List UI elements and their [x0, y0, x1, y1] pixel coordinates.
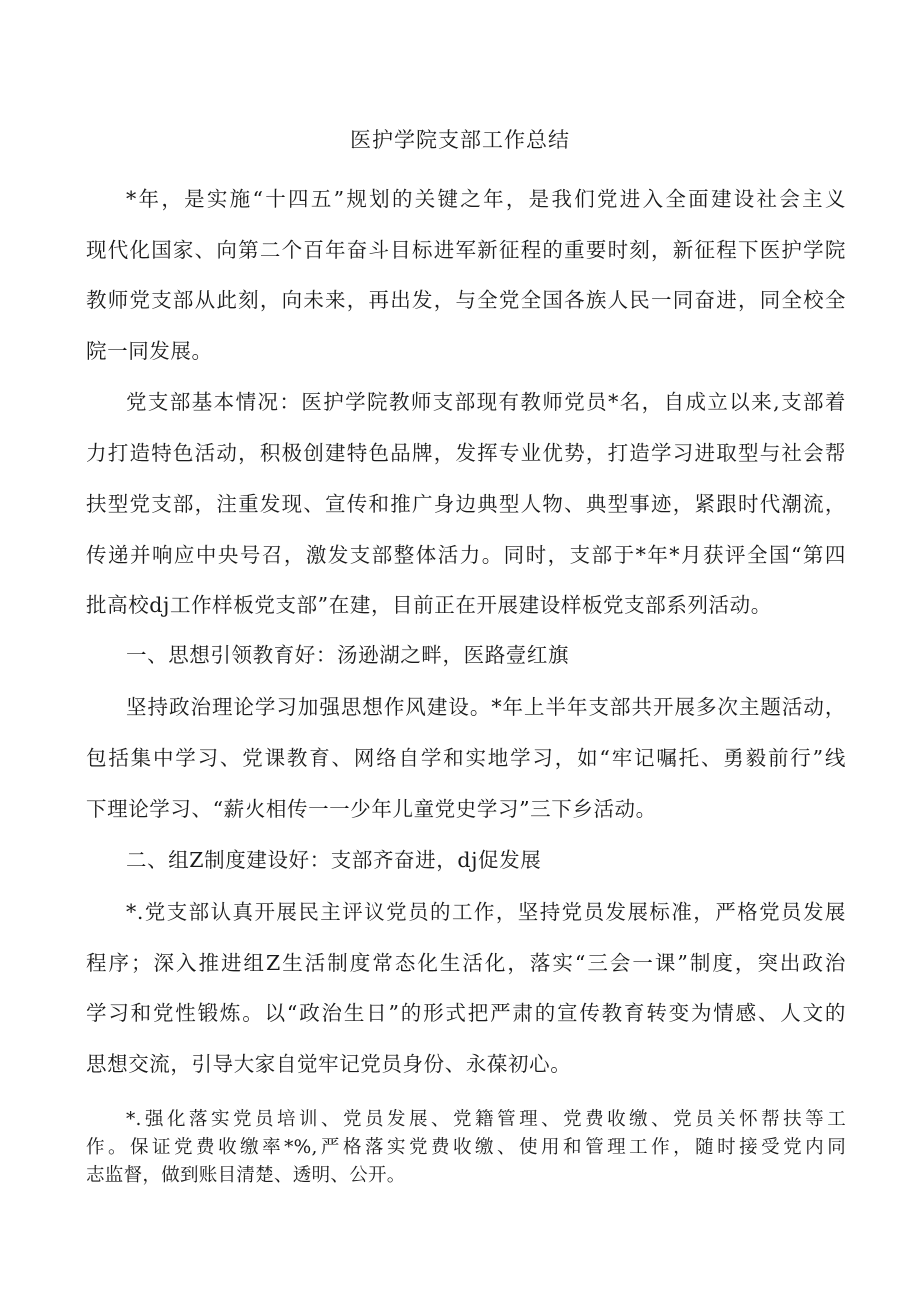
section-heading-2: 二、组Z制度建设好：支部齐奋进，dj促发展	[126, 848, 542, 872]
paragraph-3-line-3: 下理论学习、“薪火相传一一少年儿童党史学习”三下乡活动。	[86, 797, 657, 821]
paragraph-2-line-4: 传递并响应中央号召，激发支部整体活力。同时，支部于*年*月获评全国“第四	[86, 543, 846, 567]
paragraph-2-line-3: 扶型党支部，注重发现、宣传和推广身边典型人物、典型事迹，紧跟时代潮流，	[86, 492, 846, 516]
paragraph-5-line-3: 志监督，做到账目清楚、透明、公开。	[86, 1165, 406, 1186]
paragraph-4-line-3: 学习和党性锻炼。以“政治生日”的形式把严肃的宣传教育转变为情感、人文的	[86, 1001, 846, 1025]
page-title: 医护学院支部工作总结	[350, 128, 570, 152]
paragraph-4-line-4: 思想交流，引导大家自觉牢记党员身份、永葆初心。	[86, 1052, 572, 1076]
paragraph-1-line-3: 教师党支部从此刻，向未来，再出发，与全党全国各族人民一同奋进，同全校全	[86, 288, 846, 312]
paragraph-2-line-2: 力打造特色活动，积极创建特色品牌，发挥专业优势，打造学习进取型与社会帮	[86, 441, 846, 465]
paragraph-5-line-1: *.强化落实党员培训、党员发展、党籍管理、党费收缴、党员关怀帮扶等工	[126, 1109, 846, 1130]
paragraph-2-line-1: 党支部基本情况：医护学院教师支部现有教师党员*名，自成立以来,支部着	[126, 390, 846, 414]
paragraph-3-line-1: 坚持政治理论学习加强思想作风建设。*年上半年支部共开展多次主题活动，	[126, 695, 846, 719]
section-heading-1: 一、思想引领教育好：汤逊湖之畔，医路壹红旗	[126, 643, 570, 667]
paragraph-1-line-2: 现代化国家、向第二个百年奋斗目标进军新征程的重要时刻，新征程下医护学院	[86, 238, 846, 262]
paragraph-1-line-1: *年，是实施“十四五”规划的关键之年，是我们党进入全面建设社会主义	[126, 187, 846, 211]
paragraph-3-line-2: 包括集中学习、党课教育、网络自学和实地学习，如“牢记嘱托、勇毅前行”线	[86, 746, 846, 770]
paragraph-5-line-2: 作。保证党费收缴率*%,严格落实党费收缴、使用和管理工作，随时接受党内同	[86, 1137, 846, 1158]
paragraph-2-line-5: 批高校dj工作样板党支部”在建，目前正在开展建设样板党支部系列活动。	[86, 593, 772, 617]
paragraph-4-line-2: 程序；深入推进组Z生活制度常态化生活化，落实“三会一课”制度，突出政治	[86, 951, 846, 975]
paragraph-1-line-4: 院一同发展。	[86, 339, 213, 363]
paragraph-4-line-1: *.党支部认真开展民主评议党员的工作，坚持党员发展标准，严格党员发展	[126, 900, 846, 924]
